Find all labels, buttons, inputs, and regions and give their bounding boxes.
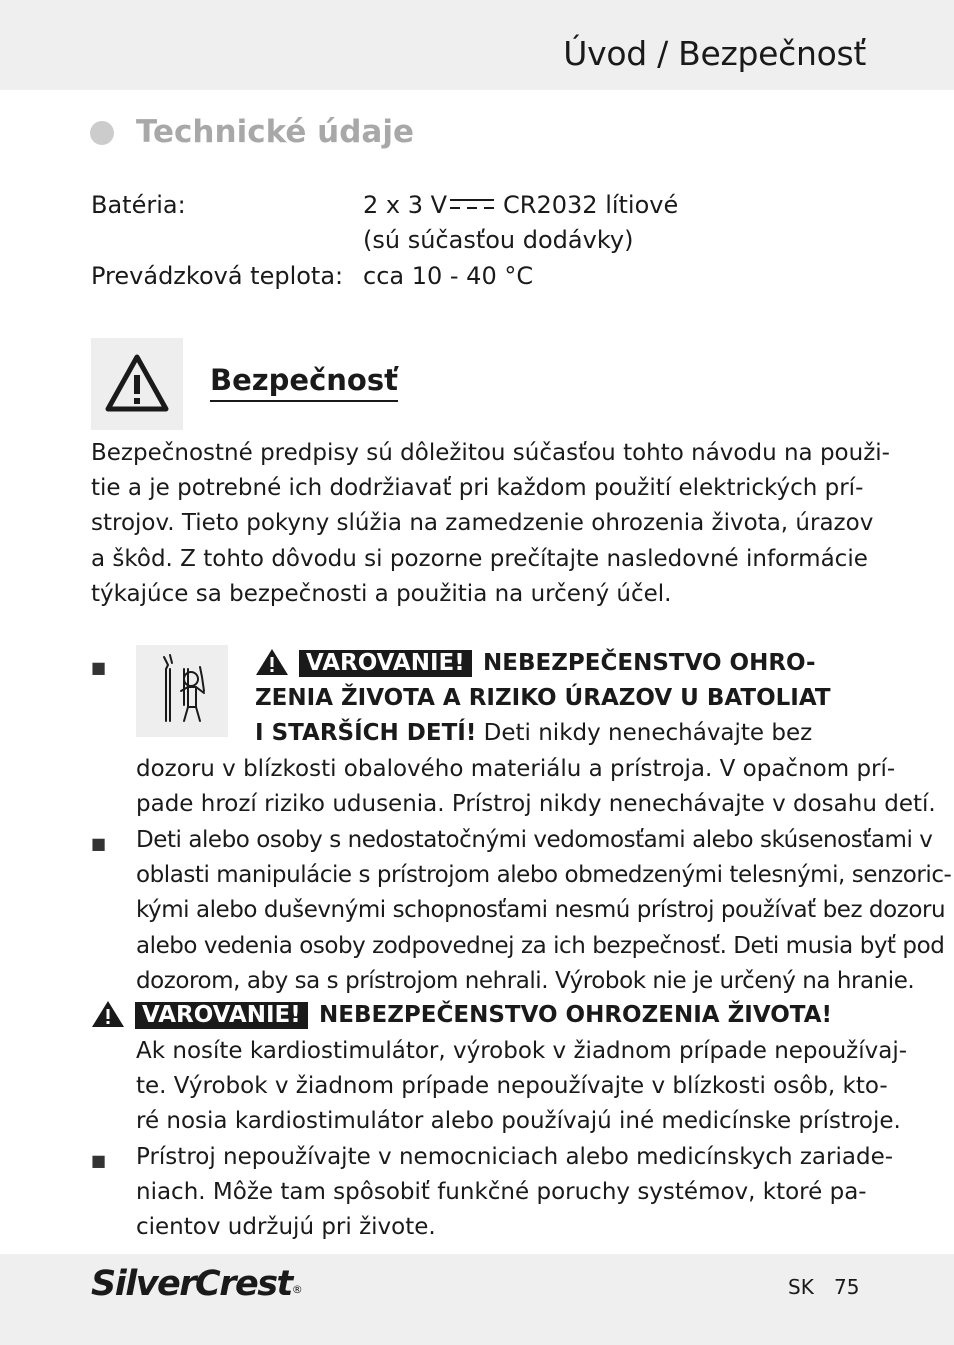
temperature-label: Prevádzková teplota: <box>91 262 344 290</box>
warning1-text-start: Deti nikdy nenechávajte bez <box>476 720 813 746</box>
intro-line: tie a je potrebné ich dodržiavať pri každom použití elektrických prí- <box>91 475 864 502</box>
brand-name: SilverCrest <box>91 1264 292 1304</box>
bullet3-paragraph <box>136 1140 893 1246</box>
warning1-heading-part2: ZENIA ŽIVOTA A RIZIKO ÚRAZOV U BATOLIAT <box>255 685 831 711</box>
bullet2-line: oblasti manipulácie s prístrojom alebo obmedzenými telesnými, senzoric- <box>136 862 952 889</box>
warning2-badge: VAROVANIE! <box>135 1002 308 1029</box>
technical-data-heading: Technické údaje <box>136 114 415 150</box>
bullet-square-icon: ■ <box>91 834 107 853</box>
battery-value <box>363 190 678 220</box>
warning2-body-line: ré nosia kardiostimulátor alebo používajú iné medicínske prístroje. <box>136 1108 901 1135</box>
bullet-square-icon: ■ <box>91 1151 107 1170</box>
child-hazard-icon <box>136 645 228 737</box>
section-bullet-dot <box>90 121 114 145</box>
language-code: SK <box>788 1275 814 1299</box>
warning1-body-line: dozoru v blízkosti obalového materiálu a prístroja. V opačnom prí- <box>136 756 896 782</box>
page-number: 75 <box>834 1275 860 1299</box>
dc-current-icon <box>449 196 495 212</box>
bullet2-line: dozorom, aby sa s prístrojom nehrali. Výrobok nie je určený na hranie. <box>136 967 915 994</box>
intro-line: týkajúce sa bezpečnosti a použitia na určený účel. <box>91 580 672 607</box>
page-header-title: Úvod / Bezpečnosť <box>563 34 866 73</box>
intro-line: Bezpečnostné predpisy sú dôležitou súčasťou tohto návodu na použi- <box>91 440 890 466</box>
silvercrest-logo <box>91 1262 303 1306</box>
safety-intro-paragraph <box>91 436 890 612</box>
safety-heading: Bezpečnosť <box>210 360 398 402</box>
child-warning-image-box <box>136 645 228 737</box>
warning1-first-line <box>255 646 816 681</box>
warning1-heading-part3: I STARŠÍCH DETÍ! <box>255 720 477 746</box>
battery-voltage: 2 x 3 V <box>363 191 448 219</box>
temperature-value: cca 10 - 40 °C <box>363 262 534 290</box>
intro-line: a škôd. Z tohto dôvodu si pozorne prečítajte nasledovné informácie <box>91 545 868 572</box>
bullet2-line: kými alebo duševnými schopnosťami nesmú prístroj používať bez dozoru <box>136 897 946 924</box>
small-warning-triangle-icon <box>91 1000 125 1028</box>
battery-note: (sú súčasťou dodávky) <box>363 226 634 254</box>
warning1-body-line: pade hrozí riziko udusenia. Prístroj nikdy nenechávajte v dosahu detí. <box>136 791 936 818</box>
warning1-heading-part1: NEBEZPEČENSTVO OHRO- <box>483 650 816 676</box>
warning-sign-box <box>91 338 183 430</box>
warning2-body-line: te. Výrobok v žiadnom prípade nepoužívajte v blízkosti osôb, kto- <box>136 1073 888 1100</box>
intro-line: strojov. Tieto pokyny slúžia na zamedzenie ohrozenia života, úrazov <box>91 510 874 537</box>
warning1-badge: VAROVANIE! <box>299 650 472 677</box>
battery-label: Batéria: <box>91 191 186 219</box>
bullet2-line: Deti alebo osoby s nedostatočnými vedomosťami alebo skúsenosťami v <box>136 827 933 853</box>
bullet3-line: cientov udržujú pri živote. <box>136 1214 436 1241</box>
bullet2-line: alebo vedenia osoby zodpovednej za ich bezpečnosť. Deti musia byť pod <box>136 932 945 959</box>
bullet-square-icon: ■ <box>91 658 107 677</box>
small-warning-triangle-icon <box>255 648 289 676</box>
warning2-body <box>136 1034 907 1140</box>
warning2-heading-line <box>91 998 832 1033</box>
warning-triangle-icon <box>91 338 183 430</box>
warning2-heading: NEBEZPEČENSTVO OHROZENIA ŽIVOTA! <box>319 1002 832 1028</box>
bullet3-line: Prístroj nepoužívajte v nemocniciach alebo medicínskych zariade- <box>136 1144 894 1170</box>
warning1-third-line <box>255 716 812 751</box>
battery-type: CR2032 lítiové <box>503 191 679 219</box>
bullet3-line: niach. Môže tam spôsobiť funkčné poruchy systémov, ktoré pa- <box>136 1179 867 1206</box>
warning1-body <box>136 752 936 822</box>
bullet2-paragraph <box>136 823 951 999</box>
warning2-body-line: Ak nosíte kardiostimulátor, výrobok v žiadnom prípade nepoužívaj- <box>136 1038 908 1064</box>
registered-mark: ® <box>291 1283 303 1296</box>
